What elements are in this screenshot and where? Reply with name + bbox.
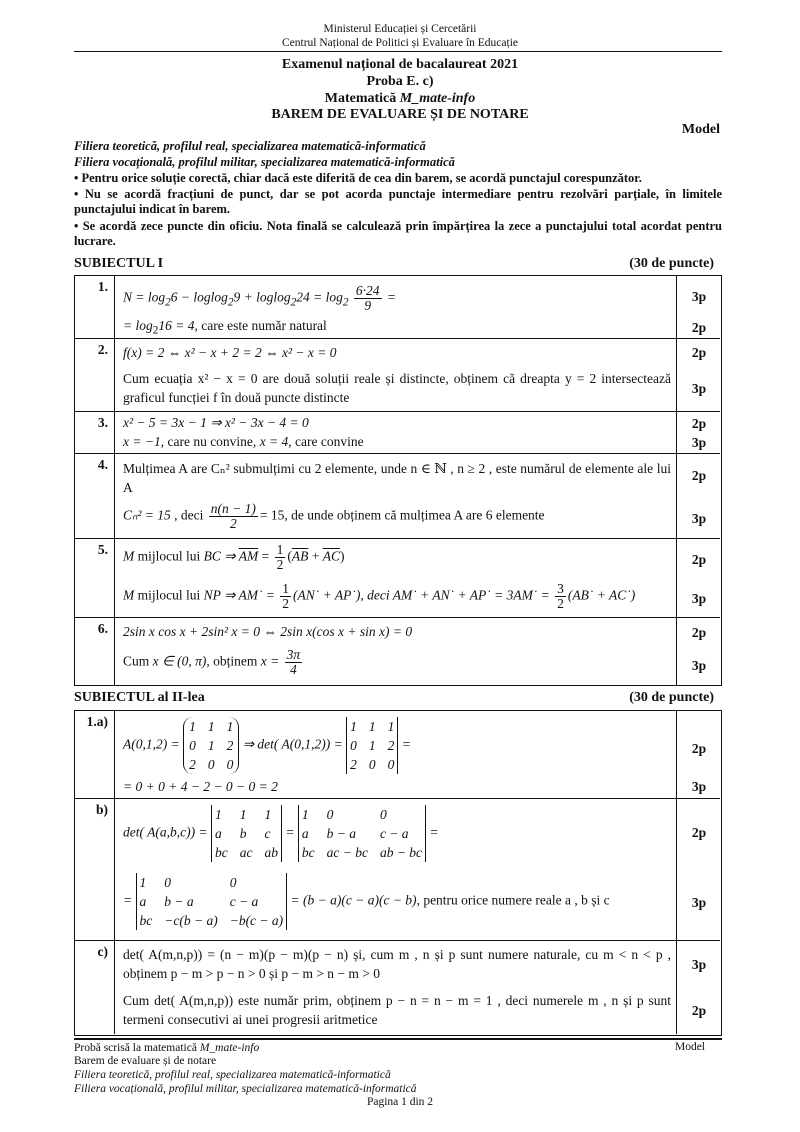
page-number: Pagina 1 din 2 [366,1096,434,1108]
fraction: $\frac{3\pi}{4}$ [286,647,301,677]
solution-line: M mijlocul lui NP ⇒ AM˙ = $\frac{1}{2}$ (AN˙ + AP˙), deci AM˙ + AN˙ + AP˙ = 3AM˙ = $\frac{3}{2}$ (AB˙ + AC˙) [123,581,636,611]
footer-line4: Filiera vocațională, profilul militar, specializarea matematică-informatică [74,1083,417,1095]
points-value: 3p [691,591,707,606]
bullet-corect: • Pentru orice soluție corectă, chiar dacă este diferită de cea din barem, se acordă punctajul corespunzător. [74,171,642,185]
solution-line: Cum x ∈ (0, π), obținem x = $\frac{3\pi}{4}$ [123,647,301,677]
table-row [75,941,720,1034]
subiect2-title: SUBIECTUL al II-lea [74,690,205,705]
points-value: 3p [691,435,707,450]
determinant: 1 1 1 a b c bc ac ab [211,805,282,862]
points-value: 2p [691,825,707,840]
determinant: 1 1 1 0 1 2 2 0 0 [346,717,398,774]
points-column [676,454,720,538]
proba-title: Proba E. c) [366,74,434,89]
fraction: $\frac{1}{2}$ [282,581,290,611]
model-label: Model [681,122,720,137]
subiect1-title: SUBIECTUL I [74,256,164,271]
table-row [75,276,720,339]
item-number: 5. [75,539,115,617]
bullet-fractiuni: • Nu se acordă fracțiuni de punct, dar se pot acorda punctaje intermediare pentru rezolvări parțiale, în limitele punctajului indicat în barem. [74,187,722,216]
item-number: 1.a) [75,711,115,798]
subiect1-points: (30 de puncte) [629,256,714,271]
exam-title: Examenul național de bacalaureat 2021 [281,57,519,72]
item-number: 4. [75,454,115,538]
table-row [75,618,720,685]
solution-line: $N = \log_26 - loglog_29 + loglog_224 = \log_2$ $\frac{6\cdot 24}{9}$ = [123,283,397,313]
fraction: $\frac{1}{2}$ [276,542,284,572]
points-value: 2p [691,320,707,335]
subject-title: Matematică M_mate-info [324,91,476,106]
subiect2-table [74,710,722,1036]
footer-rule [74,1038,722,1040]
points-value: 3p [691,511,707,526]
table-row [75,711,720,799]
points-column [676,618,720,685]
subiect1-table [74,275,722,686]
solution-line: Cₙ² = 15 , deci $\frac{n(n - 1)}{2}$ = 15, de unde obținem că mulțimea A are 6 elemente [123,501,545,531]
solution-line: det( A(m,n,p)) = (n − m)(p − m)(p − n) și, cum m , n și p sunt numere naturale, cu m < n < p , obținem p − m > p − n > 0 și p − m > n − m > 0 [123,947,671,981]
item-number: 1. [75,276,115,338]
item-number: c) [75,941,115,1034]
points-value: 2p [691,468,707,483]
points-value: 3p [691,895,707,910]
points-value: 3p [691,779,707,794]
fraction: $\frac{3}{2}$ [557,581,564,611]
table-row [75,454,720,539]
points-value: 3p [691,957,707,972]
item-number: 2. [75,339,115,411]
table-row [75,539,720,618]
solution-line: M mijlocul lui BC ⇒ $\overline{AM}$ = $\frac{1}{2}$ $(\overline{AB} + \overline{AC})$ [123,542,345,572]
solution-line: Cum ecuația x² − x = 0 are două soluții reale și distincte, obținem că dreapta y = 2 intersectează graficul funcției f în două puncte distincte [123,371,671,405]
bullet-oficiu: • Se acordă zece puncte din oficiu. Nota finală se calculează prin împărțirea la zece a punctajului total acordat pentru lucrare. [74,219,722,248]
solution-line: = 0 + 0 + 4 − 2 − 0 − 0 = 2 [123,779,278,794]
points-column [676,412,720,453]
solution-line: = $\log_216 = 4$, care este număr natural [123,318,327,337]
header-rule [74,51,722,52]
solution-line: x = −1, care nu convine, x = 4, care convine [123,434,364,449]
center-name: Centrul Național de Politici și Evaluare în Educație [281,37,518,49]
solution-line: Cum det( A(m,n,p)) este număr prim, obținem p − n = n − m = 1 , deci numerele m , n și p sunt termeni consecutivi ai unei progresii aritmetice [123,993,671,1027]
points-value: 2p [691,416,707,431]
footer-line2: Barem de evaluare și de notare [74,1055,217,1067]
item-number: 6. [75,618,115,685]
footer-model: Model [674,1041,705,1053]
filiera-teoretica: Filiera teoretică, profilul real, specializarea matematică-informatică [74,139,426,153]
points-value: 2p [691,1003,707,1018]
filiera-vocationala: Filiera vocațională, profilul militar, specializarea matematică-informatică [74,155,455,169]
table-row [75,799,720,941]
points-value: 2p [691,345,707,360]
solution-line: det( A(a,b,c)) = 1 1 1 a b c bc ac ab = 1 0 0 a b − a c − a bc ac − bc ab − bc = [123,807,439,860]
item-number: b) [75,799,115,940]
points-value: 2p [691,552,707,567]
solution-line: A(0,1,2) = 1 1 1 0 1 2 2 0 0 ⇒ det( A(0,1,2)) = 1 1 1 0 1 2 2 0 0 = [123,719,411,772]
table-row [75,412,720,454]
table-row [75,339,720,412]
points-column [676,539,720,617]
ministry-name: Ministerul Educației și Cercetării [323,23,477,35]
solution-line: Mulțimea A are Cₙ² submulțimi cu 2 elemente, unde n ∈ ℕ , n ≥ 2 , este numărul de elemente ale lui A [123,461,671,495]
points-column [676,339,720,411]
points-value: 3p [691,381,707,396]
subiect2-points: (30 de puncte) [629,690,714,705]
solution-line: f(x) = 2 ⇔ x² − x + 2 = 2 ⇔ x² − x = 0 [123,345,337,360]
footer-line1: Probă scrisă la matematică M_mate-info [74,1042,260,1054]
fraction: $\frac{n(n - 1)}{2}$ [210,501,256,531]
determinant: 1 0 0 a b − a c − a bc −c(b − a) −b(c − a) [136,873,288,930]
points-column [676,941,720,1034]
barem-title: BAREM DE EVALUARE ȘI DE NOTARE [271,107,529,122]
solution-line: 2sin x cos x + 2sin² x = 0 ⇔ 2sin x(cos x + sin x) = 0 [123,624,413,639]
points-value: 3p [691,289,707,304]
fraction: $\frac{6\cdot 24}{9}$ [355,283,380,313]
points-value: 3p [691,658,707,673]
item-number: 3. [75,412,115,453]
points-column [676,276,720,338]
matrix: 1 1 1 0 1 2 2 0 0 [183,717,239,774]
solution-line: x² − 5 = 3x − 1 ⇒ x² − 3x − 4 = 0 [123,415,309,430]
points-value: 2p [691,625,707,640]
points-column [676,799,720,940]
determinant: 1 0 0 a b − a c − a bc ac − bc ab − bc [298,805,426,862]
points-column [676,711,720,798]
points-value: 2p [691,741,707,756]
footer-line3: Filiera teoretică, profilul real, specializarea matematică-informatică [74,1069,391,1081]
solution-line: = 1 0 0 a b − a c − a bc −c(b − a) −b(c − a) = (b − a)(c − a)(c − b), pentru orice numere reale a , b și c [123,875,610,928]
